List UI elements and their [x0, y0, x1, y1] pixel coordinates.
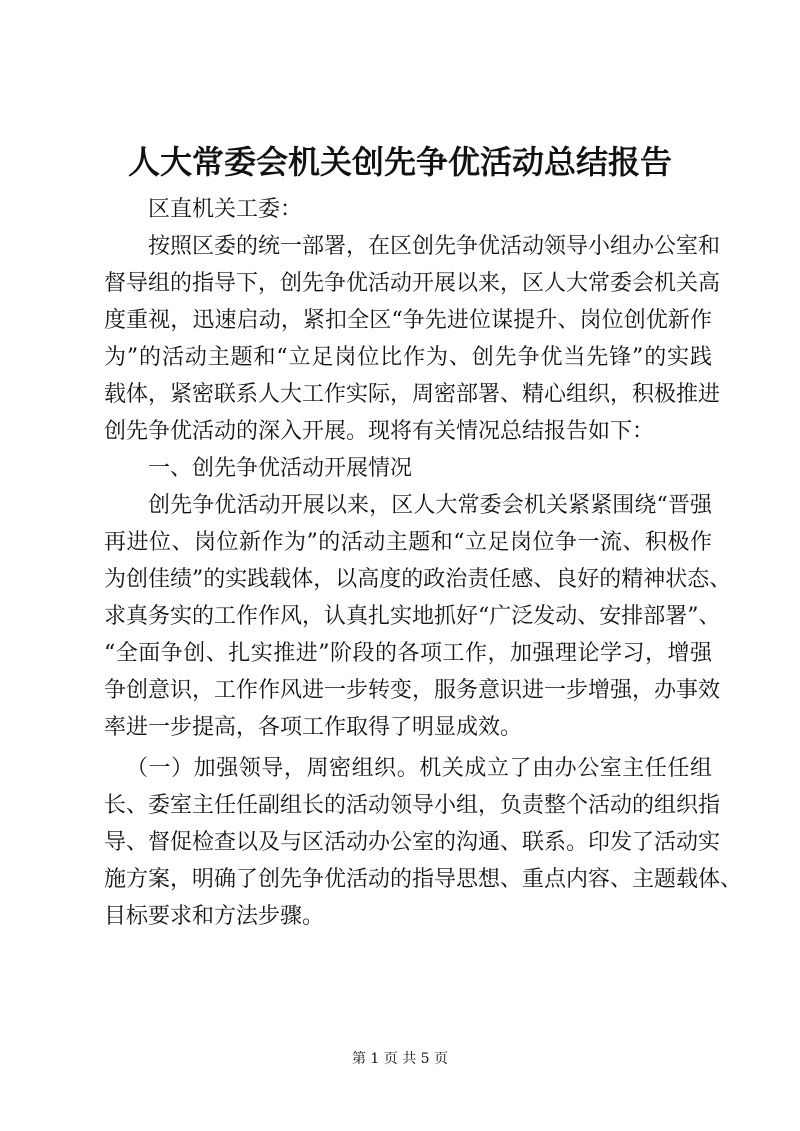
paragraph-line: 创先争优活动的深入开展。现将有关情况总结报告如下： — [104, 419, 655, 444]
paragraph-line: 再进位、岗位新作为”的活动主题和“立足岗位争一流、积极作 — [104, 530, 712, 555]
subsection1-paragraph — [104, 750, 743, 935]
paragraph-line: 率进一步提高，各项工作取得了明显成效。 — [104, 715, 523, 740]
paragraph-line: 度重视，迅速启动，紧扣全区“争先进位谋提升、岗位创优新作 — [104, 308, 712, 333]
section-heading-text: 一、创先争优活动开展情况 — [148, 456, 413, 481]
section1-paragraph — [104, 487, 732, 746]
paragraph-line: 载体，紧密联系人大工作实际，周密部署、精心组织，积极推进 — [104, 382, 721, 407]
paragraph-line: 求真务实的工作作风，认真扎实地抓好“广泛发动、安排部署”、 — [104, 604, 721, 629]
page-number-footer: 第 1 页 共 5 页 — [351, 1051, 449, 1067]
paragraph-line: 导、督促检查以及与区活动办公室的沟通、联系。印发了活动实 — [104, 830, 721, 855]
paragraph-line: 为”的活动主题和“立足岗位比作为、创先争优当先锋”的实践 — [104, 345, 712, 370]
paragraph-line: 创先争优活动开展以来，区人大常委会机关紧紧围绕“晋强 — [148, 493, 712, 518]
paragraph-line: 按照区委的统一部署，在区创先争优活动领导小组办公室和 — [148, 234, 721, 259]
document-body — [104, 191, 743, 935]
document-title: 人大常委会机关创先争优活动总结报告 — [127, 143, 672, 181]
paragraph-line: 目标要求和方法步骤。 — [104, 904, 325, 929]
intro-paragraph — [104, 228, 721, 450]
paragraph-line: （一）加强领导，周密组织。机关成立了由办公室主任任组 — [126, 756, 712, 781]
salutation-line: 区直机关工委： — [148, 197, 303, 222]
paragraph-line: 施方案，明确了创先争优活动的指导思想、重点内容、主题载体、 — [104, 867, 743, 892]
paragraph-line: 督导组的指导下，创先争优活动开展以来，区人大常委会机关高 — [104, 271, 721, 296]
paragraph-line: 为创佳绩”的实践载体，以高度的政治责任感、良好的精神状态、 — [104, 567, 732, 592]
paragraph-line: “全面争创、扎实推进”阶段的各项工作，加强理论学习，增强 — [104, 641, 712, 666]
paragraph-line: 长、委室主任任副组长的活动领导小组，负责整个活动的组织指 — [104, 793, 721, 818]
salutation — [104, 191, 712, 228]
section-heading — [104, 450, 712, 487]
paragraph-line: 争创意识，工作作风进一步转变，服务意识进一步增强，办事效 — [104, 678, 721, 703]
